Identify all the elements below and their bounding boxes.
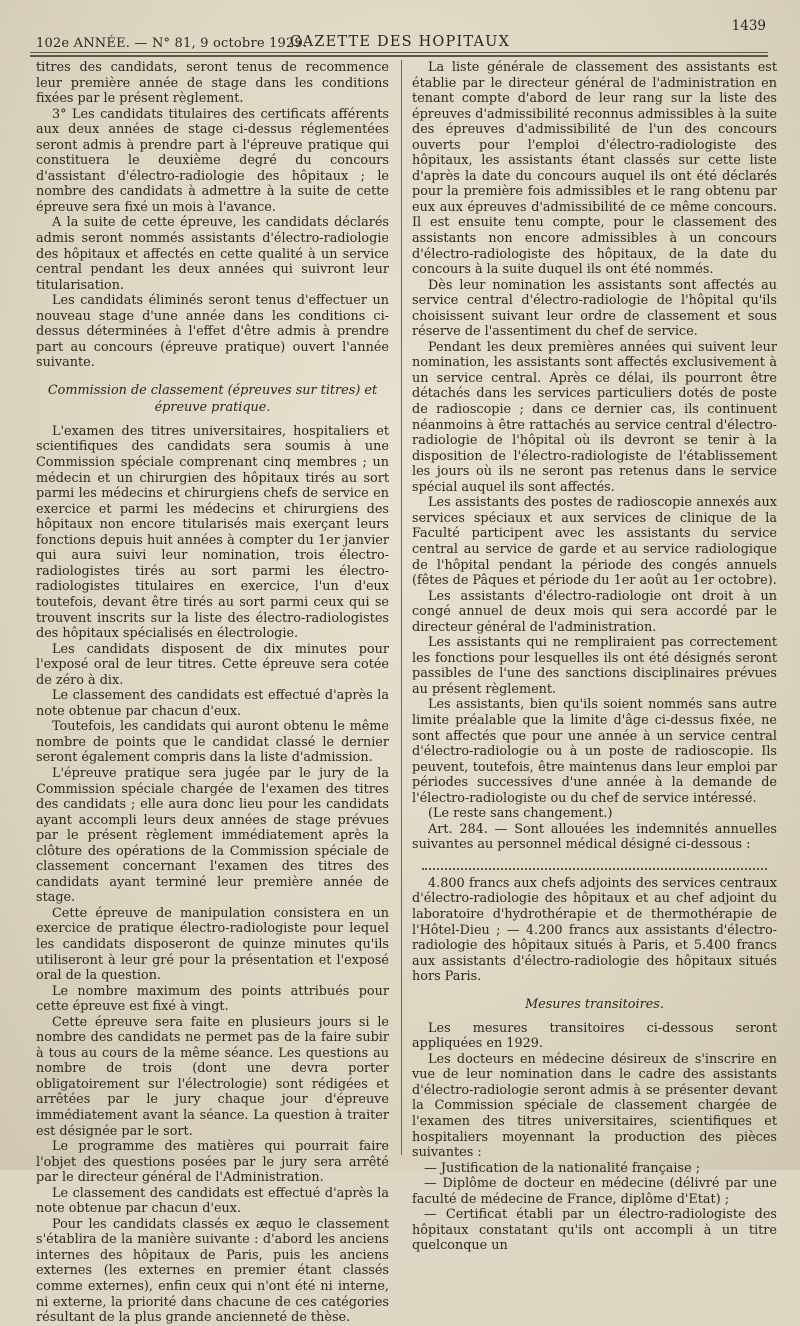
- paragraph: Pendant les deux premières années qui suivent leur nomination, les assistants sont affectés exclusivement à un service central. Après ce délai, ils pourront être détachés dans les services particuliers dotés de poste de radioscopie ; dans ce dernier cas, ils continuent néanmoins à être rattachés au service central d'électro-radiologie de l'hôpital où ils devront se tenir à la disposition de l'électro-radiologiste de l'établissement les jours où ils ne seront pas retenus dans le service spécial auquel ils sont affectés.: [412, 339, 777, 495]
- paragraph: (Le reste sans changement.): [428, 806, 613, 822]
- column-divider: [401, 60, 402, 1155]
- paragraph: Les candidats disposent de dix minutes pour l'exposé oral de leur titres. Cette épreuve sera cotée de zéro à dix.: [36, 641, 389, 688]
- section-heading: Mesures transitoires.: [525, 996, 664, 1012]
- header-rule: [30, 52, 768, 53]
- section-heading: Commission de classement (épreuves sur titres) et épreuve pratique.: [47, 382, 378, 415]
- journal-title: GAZETTE DES HOPITAUX: [289, 34, 511, 50]
- paragraph: Les docteurs en médecine désireux de s'inscrire en vue de leur nomination dans le cadre des assistants d'électro-radiologie seront admis à se présenter devant la Commission spéciale de classement chargée de l'examen des titres universitaires, scientifiques et hospitaliers moyennant la production des pièces suivantes :: [412, 1051, 777, 1161]
- paragraph: Les mesures transitoires ci-dessous seront appliquées en 1929.: [412, 1020, 777, 1052]
- paragraph: Les assistants des postes de radioscopie annexés aux services spéciaux et aux services de clinique de la Faculté participent avec les assistants du service central au service de garde et au service radiologique de l'hôpital pendant la période des congés annuels (fêtes de Pâques et période du 1er août au 1er octobre).: [412, 495, 777, 589]
- paragraph: 3° Les candidats titulaires des certificats afférents aux deux années de stage ci-dessus réglementées seront admis à prendre part à l'épreuve pratique qui constituera le deuxième degré du concours d'assistant d'électro-radiologie des hôpitaux ; le nombre des candidats à admettre à la suite de cette épreuve sera fixé un mois à l'avance.: [36, 106, 389, 215]
- list-item: — Justification de la nationalité française ;: [424, 1160, 701, 1176]
- paragraph: Pour les candidats classés ex æquo le classement s'établira de la manière suivante : d'abord les anciens internes des hôpitaux de Paris, puis les anciens externes (les externes en premier étant classés comme externes), enfin ceux qui n'ont été ni interne, ni externe, la priorité dans chacune de ces catégories résultant de la plus grande ancienneté de thèse.: [36, 1216, 389, 1326]
- left-column: [36, 60, 389, 1326]
- paragraph: L'épreuve pratique sera jugée par le jury de la Commission spéciale chargée de l'examen des titres des candidats ; elle aura donc lieu pour les candidats ayant accompli leurs deux années de stage prévues par le présent règlement immédiatement après la clôture des opérations de la Commission spéciale de classement concernant l'examen des titres des candidats ayant terminé leur première année de stage.: [36, 765, 389, 906]
- paragraph: Les assistants, bien qu'ils soient nommés sans autre limite préalable que la limite d'âge ci-dessus fixée, ne sont affectés que pour une année à un service central d'électro-radiologie ou à un poste de radioscopie. Ils peuvent, toutefois, être maintenus dans leur emploi par périodes successives d'une année à la demande de l'électro-radiologiste ou du chef de service intéressé.: [412, 697, 777, 806]
- paragraph: Cette épreuve sera faite en plusieurs jours si le nombre des candidats ne permet pas de la faire subir à tous au cours de la même séance. Les questions au nombre de trois (dont une devra porter obligatoirement sur l'électrologie) sont rédigées et arrêtées par le jury chaque jour d'épreuve immédiatement avant la séance. La question à traiter est désignée par le sort.: [36, 1014, 389, 1139]
- paragraph: Toutefois, les candidats qui auront obtenu le même nombre de points que le candidat classé le dernier seront également compris dans la liste d'admission.: [36, 719, 389, 766]
- issue-info: 102e ANNÉE. — N° 81, 9 octobre 1929.: [36, 36, 308, 51]
- paragraph: Cette épreuve de manipulation consistera en un exercice de pratique électro-radiologiste pour lequel les candidats disposeront de quinze minutes qu'ils utiliseront à leur gré pour la présentation et l'exposé oral de la question.: [36, 905, 389, 984]
- paragraph: Le classement des candidats est effectué d'après la note obtenue par chacun d'eux.: [36, 1185, 389, 1217]
- paragraph: L'examen des titres universitaires, hospitaliers et scientifiques des candidats sera soumis à une Commission spéciale comprenant cinq membres ; un médecin et un chirurgien des hôpitaux tirés au sort parmi les médecins et chirurgiens chefs de service en exercice et parmi les médecins et chirurgiens des hôpitaux non encore titularisés mais exerçant leurs fonctions depuis huit années à compter du 1er janvier qui aura suivi leur nomination, trois électro-radiologistes tirés au sort parmi les électro-radiologistes titulaires en exercice, l'un d'eux toutefois, devant être tirés au sort parmi ceux qui se trouvent inscrits sur la liste des électro-radiologistes des hôpitaux spécialisés en électrologie.: [36, 423, 389, 642]
- dotted-separator: [422, 854, 767, 870]
- paragraph: Art. 284. — Sont allouées les indemnités annuelles suivantes au personnel médical désigné ci-dessous :: [412, 821, 777, 853]
- paragraph: Le classement des candidats est effectué d'après la note obtenue par chacun d'eux.: [36, 688, 389, 719]
- paragraph: A la suite de cette épreuve, les candidats déclarés admis seront nommés assistants d'électro-radiologie des hôpitaux et affectés en cette qualité à un service central pendant les deux années qui suivront leur titularisation.: [36, 215, 389, 293]
- paragraph: 4.800 francs aux chefs adjoints des services centraux d'électro-radiologie des hôpitaux et au chef adjoint du laboratoire d'hydrothérapie et de thermothérapie de l'Hôtel-Dieu ; — 4.200 francs aux assistants d'électro-radiologie des hôpitaux situés à Paris, et 5.400 francs aux assistants d'électro-radiologie des hôpitaux situés hors Paris.: [412, 875, 777, 985]
- header-rule-thick: [30, 55, 768, 57]
- list-item: — Certificat établi par un électro-radiologiste des hôpitaux constatant qu'ils ont accompli à un titre quelconque un: [412, 1207, 777, 1254]
- paragraph: titres des candidats, seront tenus de recommence leur première année de stage dans les conditions fixées par le présent règlement.: [36, 60, 389, 107]
- paragraph: Les assistants d'électro-radiologie ont droit à un congé annuel de deux mois qui sera accordé par le directeur général de l'administration.: [412, 588, 777, 635]
- page-number: 1439: [731, 18, 766, 34]
- paragraph: Le programme des matières qui pourrait faire l'objet des questions posées par le jury sera arrêté par le directeur général de l'Administration.: [36, 1139, 389, 1186]
- paragraph: Les assistants qui ne rempliraient pas correctement les fonctions pour lesquelles ils ont été désignés seront passibles de l'une des sanctions disciplinaires prévues au présent règlement.: [412, 635, 777, 697]
- paragraph: Le nombre maximum des points attribués pour cette épreuve est fixé à vingt.: [36, 983, 389, 1015]
- right-column: [412, 60, 777, 1254]
- paragraph: Dès leur nomination les assistants sont affectés au service central d'électro-radiologie de l'hôpital qu'ils choisissent suivant leur ordre de classement et sous réserve de l'assentiment du chef de service.: [412, 277, 777, 340]
- paragraph: Les candidats éliminés seront tenus d'effectuer un nouveau stage d'une année dans les conditions ci-dessus déterminées à l'effet d'être admis à prendre part au concours (épreuve pratique) ouvert l'année suivante.: [36, 293, 389, 371]
- paragraph: La liste générale de classement des assistants est établie par le directeur général de l'administration en tenant compte d'abord de leur rang sur la liste des épreuves d'admissibilité reconnus admissibles à la suite des épreuves d'admissibilité de l'un des concours ouverts pour l'emploi d'électro-radiologiste des hôpitaux, les assistants étant classés sur cette liste d'après la date du concours auquel ils ont été déclarés pour la première fois admissibles et le rang obtenu par eux aux épreuves d'admissibilité de ce même concours. Il est ensuite tenu compte, pour le classement des assistants non encore admissibles à un concours d'électro-radiologiste des hôpitaux, de la date du concours à la suite duquel ils ont été nommés.: [412, 60, 777, 278]
- list-item: — Diplôme de docteur en médecine (délivré par une faculté de médecine de France, diplôme d'Etat) ;: [412, 1176, 777, 1207]
